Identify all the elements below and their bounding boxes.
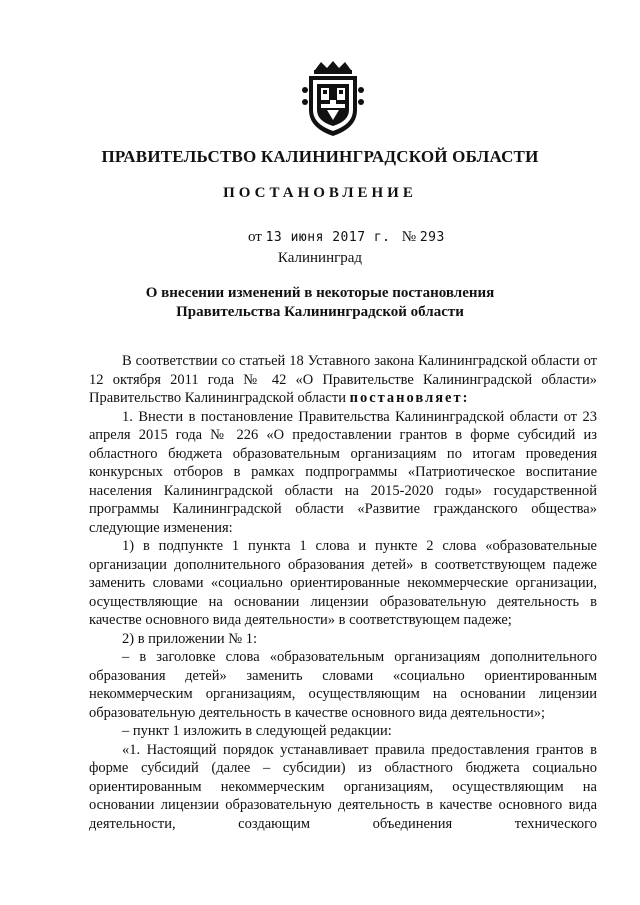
date-number-line bbox=[248, 229, 445, 246]
organization-name: ПРАВИТЕЛЬСТВО КАЛИНИНГРАДСКОЙ ОБЛАСТИ bbox=[101, 147, 539, 166]
document-body bbox=[89, 352, 597, 833]
body-paragraph: «1. Настоящий порядок устанавливает правила предоставления грантов в форме субсидий (далее – субсидии) из областного бюджета социально ориентированным некоммерческим организациям, осуществляющим на основании лицензии образовательную деятельность в качестве основного вида деятельности, создающим объединения технического bbox=[89, 741, 597, 832]
title-line: О внесении изменений в некоторые постановления bbox=[145, 285, 495, 301]
body-paragraph: – пункт 1 изложить в следующей редакции: bbox=[122, 723, 392, 739]
document-type: ПОСТАНОВЛЕНИЕ bbox=[223, 185, 417, 201]
preamble-paragraph bbox=[89, 352, 597, 408]
body-paragraph: 1) в подпункте 1 пункта 1 слова и пункте 2 слова «образовательные организации дополнительного образования детей» в соответствующем падеже заменить словами «социально ориентированные некоммерческие организации, осуществляющие на основании лицензии образовательную деятельность в качестве основного вида деятельности» в соответствующем падеже; bbox=[89, 538, 597, 628]
body-paragraph: 2) в приложении № 1: bbox=[122, 630, 257, 647]
body-paragraph: – в заголовке слова «образовательным организациям дополнительного образования детей» заменить словами «социально ориентированным некоммерческим организациям, осуществляющим на основании лицензии образовательную деятельность в качестве основного вида деятельности»; bbox=[89, 649, 597, 721]
title-line: Правительства Калининградской области bbox=[176, 304, 464, 320]
date-value: 13 июня 2017 г. bbox=[265, 230, 391, 245]
body-paragraph: 1. Внести в постановление Правительства Калининградской области от 23 апреля 2015 года № 226 «О предоставлении грантов в форме субсидий из областного бюджета образовательным организациям по итогам проведения конкурсных отборов в рамках подпрограммы «Патриотическое воспитание населения Калининградской области на 2015-2020 годы» государственной программы Калининградской области «Развитие гражданского общества» следующие изменения: bbox=[89, 408, 597, 536]
date-prefix: от bbox=[248, 229, 262, 245]
city-name: Калининград bbox=[277, 250, 363, 266]
number-prefix: № bbox=[401, 229, 417, 245]
preamble-keyword: постановляет: bbox=[349, 390, 470, 406]
preamble-text: В соответствии со статьей 18 Уставного закона Калининградской области от 12 октября 2011 года № 42 «О Правительстве Калининградской области» Правительство Калининградской области bbox=[89, 353, 597, 406]
document-title bbox=[100, 284, 540, 322]
document-number: 293 bbox=[419, 230, 445, 245]
kaliningrad-coat-of-arms-icon bbox=[297, 60, 369, 138]
